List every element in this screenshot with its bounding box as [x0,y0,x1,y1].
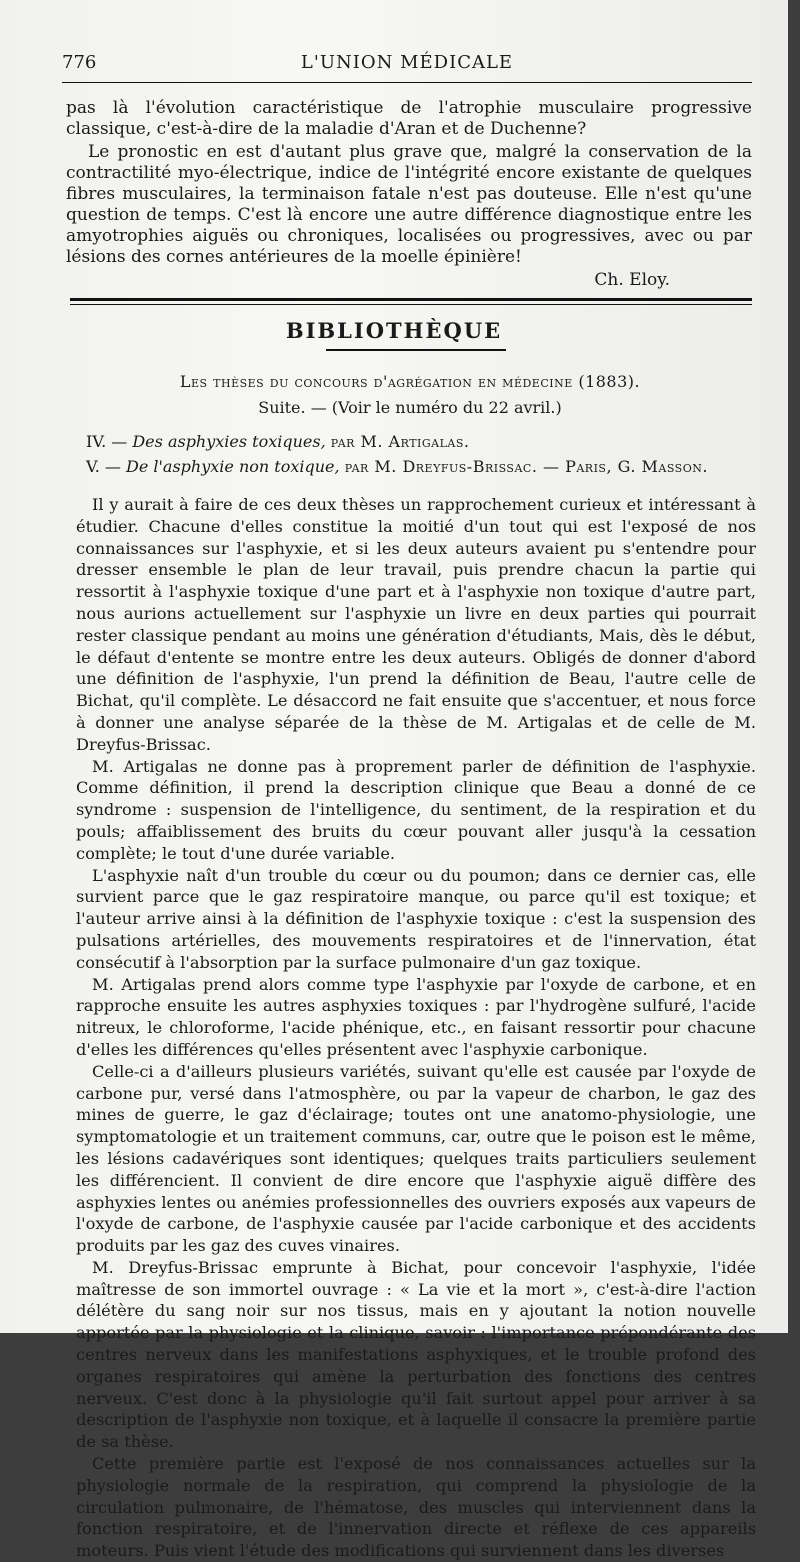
body-paragraph: L'asphyxie naît d'un trouble du cœur ou du poumon; dans ce dernier cas, elle survient parce que le gaz respiratoire manque, ou parce qu'il est toxique; et l'auteur arrive ainsi à la définition de l'asphyxie toxique : c'est la suspension des pulsations artérielles, des mouvements respiratoires et de l'innervation, état consécutif à l'absorption par la surface pulmonaire d'un gaz toxique. [76,865,756,972]
journal-title: L'UNION MÉDICALE [300,52,514,73]
reference-v [86,457,708,476]
reference-number: IV. — [86,432,128,451]
previous-article [66,98,752,268]
body-paragraph: M. Dreyfus-Brissac emprunte à Bichat, pour concevoir l'asphyxie, l'idée maîtresse de son immortel ouvrage : « La vie et la mort », c'est-à-dire l'action délétère du sang noir sur nos tissus, mais en y ajoutant la notion nouvelle apportée par la physiologie et la clinique, savoir : l'importance prépondérante des centres nerveux dans les manifestations asphyxiques, et le trouble profond des organes respiratoires qui amène la perturbation des fonctions des centres nerveux. C'est donc à la physiologie qu'il fait surtout appel pour arriver à sa description de l'asphyxie non toxique, et à laquelle il consacre la première partie de sa thèse. [76,1257,756,1452]
section-title-underline [326,349,506,351]
section-divider-top [70,298,752,301]
previous-paragraph-2: Le pronostic en est d'autant plus grave que, malgré la conservation de la contractilité myo-électrique, indice de l'intégrité encore existante de quelques fibres musculaires, la terminaison fatale n'est pas douteuse. Elle n'est qu'une question de temps. C'est là encore une autre différence diagnostique entre les amyotrophies aiguës ou chroniques, localisées ou progressives, avec ou par lésions des cornes antérieures de la moelle épinière! [66,142,752,267]
page-number: 776 [62,52,97,73]
reference-author: par M. Dreyfus-Brissac. — Paris, G. Masson. [344,457,708,476]
section-subtitle: Les thèses du concours d'agrégation en médecine (1883). [179,372,641,391]
body-paragraph: Celle-ci a d'ailleurs plusieurs variétés, suivant qu'elle est causée par l'oxyde de carbone pur, versé dans l'atmosphère, ou par la vapeur de charbon, le gaz des mines de guerre, le gaz d'éclairage; toutes ont une anatomo-physiologie, une symptomatologie et un traitement communs, car, outre que le poison est le même, les lésions cadavériques sont identiques; quelques traits particuliers seulement les différencient. Il convient de dire encore que l'asphyxie aiguë diffère des asphyxies lentes ou anémies professionnelles des ouvriers exposés aux vapeurs de l'oxyde de carbone, de l'asphyxie causée par l'acide carbonique et des accidents produits par les gaz des cuves vinaires. [76,1061,756,1256]
body-paragraph: Il y aurait à faire de ces deux thèses un rapprochement curieux et intéressant à étudier. Chacune d'elles constitue la moitié d'un tout qui est l'exposé de nos connaissances sur l'asphyxie, et si les deux auteurs avaient pu s'entendre pour dresser ensemble le plan de leur travail, puis prendre chacun la partie qui ressortit à l'asphyxie toxique d'une part et à l'asphyxie non toxique d'autre part, nous aurions actuellement sur l'asphyxie un livre en deux parties qui pourrait rester classique pendant au moins une génération d'étudiants, Mais, dès le début, le défaut d'entente se montre entre les deux auteurs. Obligés de donner d'abord une définition de l'asphyxie, l'un prend la définition de Beau, l'autre celle de Bichat, qu'il complète. Le désaccord ne fait ensuite que s'accentuer, et nous force à donner une analyse séparée de la thèse de M. Artigalas et de celle de M. Dreyfus-Brissac. [76,495,756,754]
body-paragraph: Cette première partie est l'exposé de nos connaissances actuelles sur la physiologie normale de la respiration, qui comprend la physiologie de la circulation pulmonaire, de l'hématose, des muscles qui interviennent dans la fonction respiratoire, et de l'innervation directe et réflexe de ces appareils moteurs. Puis vient l'étude des modifications qui surviennent dans les diverses [76,1454,756,1561]
previous-paragraph-1: pas là l'évolution caractéristique de l'atrophie musculaire progressive classique, c'est-à-dire de la maladie d'Aran et de Duchenne? [66,98,752,139]
reference-author: par M. Artigalas. [330,432,470,451]
reference-number: V. — [86,457,121,476]
author-signature: Ch. Eloy. [594,270,670,290]
section-title: BIBLIOTHÈQUE [285,318,503,343]
continuation-note: Suite. — (Voir le numéro du 22 avril.) [258,398,562,417]
body-paragraph: M. Artigalas prend alors comme type l'asphyxie par l'oxyde de carbone, et en rapproche ensuite les autres asphyxies toxiques : par l'hydrogène sulfuré, l'acide nitreux, le chloroforme, l'acide phénique, etc., en faisant ressortir pour chacune d'elles les différences qu'elles présentent avec l'asphyxie carbonique. [76,974,756,1059]
reference-iv [86,432,469,451]
body-paragraph: M. Artigalas ne donne pas à proprement parler de définition de l'asphyxie. Comme définition, il prend la description clinique que Beau a donné de ce syndrome : suspension de l'intelligence, du sentiment, de la respiration et du pouls; affaiblissement des bruits du cœur pouvant aller jusqu'à la cessation complète; le tout d'une durée variable. [76,756,756,863]
review-body [76,494,756,1562]
section-divider-bottom [70,304,752,305]
reference-title: Des asphyxies toxiques, [132,432,326,451]
reference-title: De l'asphyxie non toxique, [126,457,340,476]
header-rule [62,82,752,83]
running-header [62,50,752,80]
